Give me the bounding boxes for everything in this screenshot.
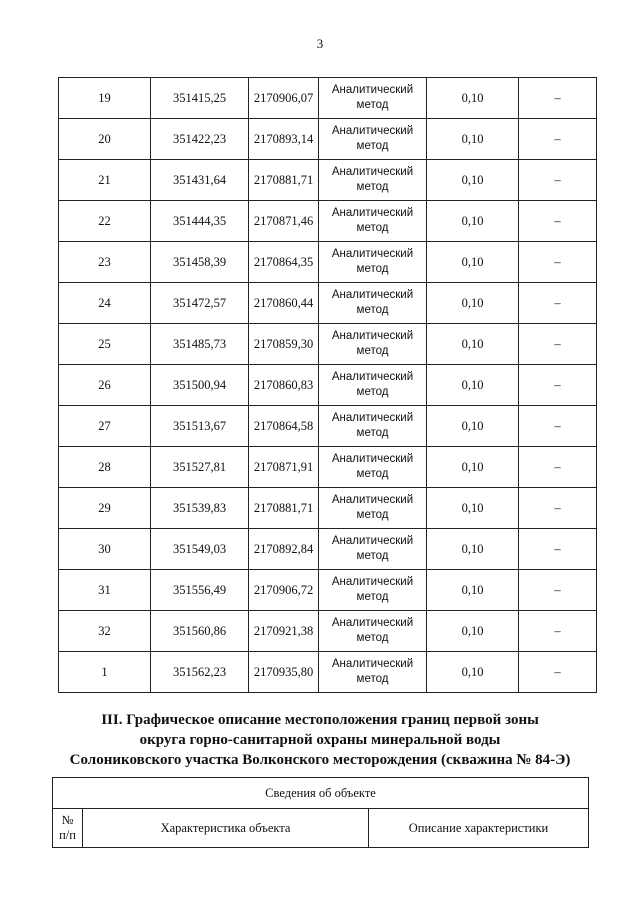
method-cell [319,160,427,201]
accuracy-cell: 0,10 [427,570,519,611]
method-line-1: Аналитический [331,453,414,465]
table-row [59,652,597,693]
method-line-2: метод [356,673,389,685]
method-cell [319,365,427,406]
point-number-cell: 21 [59,160,151,201]
method-cell [319,201,427,242]
method-line-2: метод [356,345,389,357]
note-cell: – [519,324,597,365]
method-line-2: метод [356,304,389,316]
method-line-2: метод [356,181,389,193]
coordinates-table [58,77,597,693]
table-row [59,365,597,406]
x-coordinate-cell: 351415,25 [151,78,249,119]
x-coordinate-cell: 351485,73 [151,324,249,365]
accuracy-cell: 0,10 [427,201,519,242]
object-table-header-row [53,778,589,809]
point-number-cell: 24 [59,283,151,324]
accuracy-cell: 0,10 [427,488,519,529]
note-cell: – [519,488,597,529]
table-row [59,406,597,447]
x-coordinate-cell: 351458,39 [151,242,249,283]
x-coordinate-cell: 351472,57 [151,283,249,324]
y-coordinate-cell: 2170860,83 [249,365,319,406]
method-line-2: метод [356,263,389,275]
note-cell: – [519,78,597,119]
note-cell: – [519,201,597,242]
section-title-line-2: округа горно-санитарной охраны минеральной воды [139,732,501,748]
y-coordinate-cell: 2170881,71 [249,488,319,529]
note-cell: – [519,611,597,652]
x-coordinate-cell: 351560,86 [151,611,249,652]
point-number-cell: 22 [59,201,151,242]
y-coordinate-cell: 2170935,80 [249,652,319,693]
y-coordinate-cell: 2170881,71 [249,160,319,201]
accuracy-cell: 0,10 [427,365,519,406]
y-coordinate-cell: 2170893,14 [249,119,319,160]
x-coordinate-cell: 351422,23 [151,119,249,160]
x-coordinate-cell: 351431,64 [151,160,249,201]
y-coordinate-cell: 2170864,35 [249,242,319,283]
object-table-columns-row [53,809,589,848]
note-cell: – [519,283,597,324]
column-number-symbol: № [61,813,74,827]
method-cell [319,652,427,693]
table-row [59,529,597,570]
accuracy-cell: 0,10 [427,529,519,570]
note-cell: – [519,242,597,283]
accuracy-cell: 0,10 [427,406,519,447]
y-coordinate-cell: 2170892,84 [249,529,319,570]
accuracy-cell: 0,10 [427,242,519,283]
column-number-header [53,809,83,848]
x-coordinate-cell: 351562,23 [151,652,249,693]
y-coordinate-cell: 2170864,58 [249,406,319,447]
method-line-1: Аналитический [331,289,414,301]
point-number-cell: 23 [59,242,151,283]
y-coordinate-cell: 2170871,46 [249,201,319,242]
method-line-1: Аналитический [331,535,414,547]
accuracy-cell: 0,10 [427,447,519,488]
object-table [52,777,589,848]
note-cell: – [519,160,597,201]
method-line-2: метод [356,468,389,480]
method-line-2: метод [356,427,389,439]
method-line-2: метод [356,591,389,603]
method-line-1: Аналитический [331,125,414,137]
method-line-1: Аналитический [331,658,414,670]
y-coordinate-cell: 2170859,30 [249,324,319,365]
accuracy-cell: 0,10 [427,611,519,652]
table-row [59,324,597,365]
method-line-1: Аналитический [331,617,414,629]
point-number-cell: 1 [59,652,151,693]
x-coordinate-cell: 351527,81 [151,447,249,488]
note-cell: – [519,119,597,160]
accuracy-cell: 0,10 [427,652,519,693]
x-coordinate-cell: 351556,49 [151,570,249,611]
method-line-1: Аналитический [331,207,414,219]
method-line-2: метод [356,632,389,644]
section-title-line-1: III. Графическое описание местоположения границ первой зоны [101,712,539,728]
point-number-cell: 31 [59,570,151,611]
method-cell [319,611,427,652]
method-line-2: метод [356,222,389,234]
column-characteristic-header: Характеристика объекта [83,809,369,848]
table-row [59,242,597,283]
method-line-2: метод [356,386,389,398]
point-number-cell: 20 [59,119,151,160]
table-row [59,201,597,242]
accuracy-cell: 0,10 [427,283,519,324]
method-line-1: Аналитический [331,166,414,178]
y-coordinate-cell: 2170921,38 [249,611,319,652]
method-cell [319,242,427,283]
section-title [20,710,620,770]
note-cell: – [519,652,597,693]
method-line-2: метод [356,509,389,521]
method-line-1: Аналитический [331,330,414,342]
method-line-1: Аналитический [331,371,414,383]
x-coordinate-cell: 351513,67 [151,406,249,447]
method-cell [319,488,427,529]
accuracy-cell: 0,10 [427,324,519,365]
method-cell [319,119,427,160]
point-number-cell: 28 [59,447,151,488]
table-row [59,488,597,529]
object-table-header: Сведения об объекте [53,778,589,809]
point-number-cell: 30 [59,529,151,570]
table-row [59,160,597,201]
method-line-1: Аналитический [331,576,414,588]
point-number-cell: 29 [59,488,151,529]
table-row [59,447,597,488]
method-cell [319,447,427,488]
x-coordinate-cell: 351549,03 [151,529,249,570]
x-coordinate-cell: 351444,35 [151,201,249,242]
accuracy-cell: 0,10 [427,160,519,201]
method-cell [319,529,427,570]
table-row [59,78,597,119]
page-number: 3 [316,36,324,51]
note-cell: – [519,447,597,488]
method-line-1: Аналитический [331,494,414,506]
point-number-cell: 27 [59,406,151,447]
note-cell: – [519,406,597,447]
method-cell [319,283,427,324]
method-cell [319,324,427,365]
note-cell: – [519,529,597,570]
accuracy-cell: 0,10 [427,119,519,160]
y-coordinate-cell: 2170871,91 [249,447,319,488]
table-row [59,611,597,652]
method-line-1: Аналитический [331,412,414,424]
method-line-2: метод [356,550,389,562]
accuracy-cell: 0,10 [427,78,519,119]
section-title-line-3: Солониковского участка Волконского месторождения (скважина № 84-Э) [69,752,571,768]
x-coordinate-cell: 351539,83 [151,488,249,529]
y-coordinate-cell: 2170906,07 [249,78,319,119]
method-line-2: метод [356,140,389,152]
column-number-abbrev: п/п [59,828,76,842]
y-coordinate-cell: 2170906,72 [249,570,319,611]
method-line-1: Аналитический [331,248,414,260]
x-coordinate-cell: 351500,94 [151,365,249,406]
method-cell [319,78,427,119]
table-row [59,570,597,611]
table-row [59,283,597,324]
column-description-header: Описание характеристики [369,809,589,848]
point-number-cell: 26 [59,365,151,406]
y-coordinate-cell: 2170860,44 [249,283,319,324]
point-number-cell: 19 [59,78,151,119]
point-number-cell: 25 [59,324,151,365]
note-cell: – [519,365,597,406]
method-cell [319,570,427,611]
note-cell: – [519,570,597,611]
method-cell [319,406,427,447]
method-line-2: метод [356,99,389,111]
point-number-cell: 32 [59,611,151,652]
method-line-1: Аналитический [331,84,414,96]
table-row [59,119,597,160]
